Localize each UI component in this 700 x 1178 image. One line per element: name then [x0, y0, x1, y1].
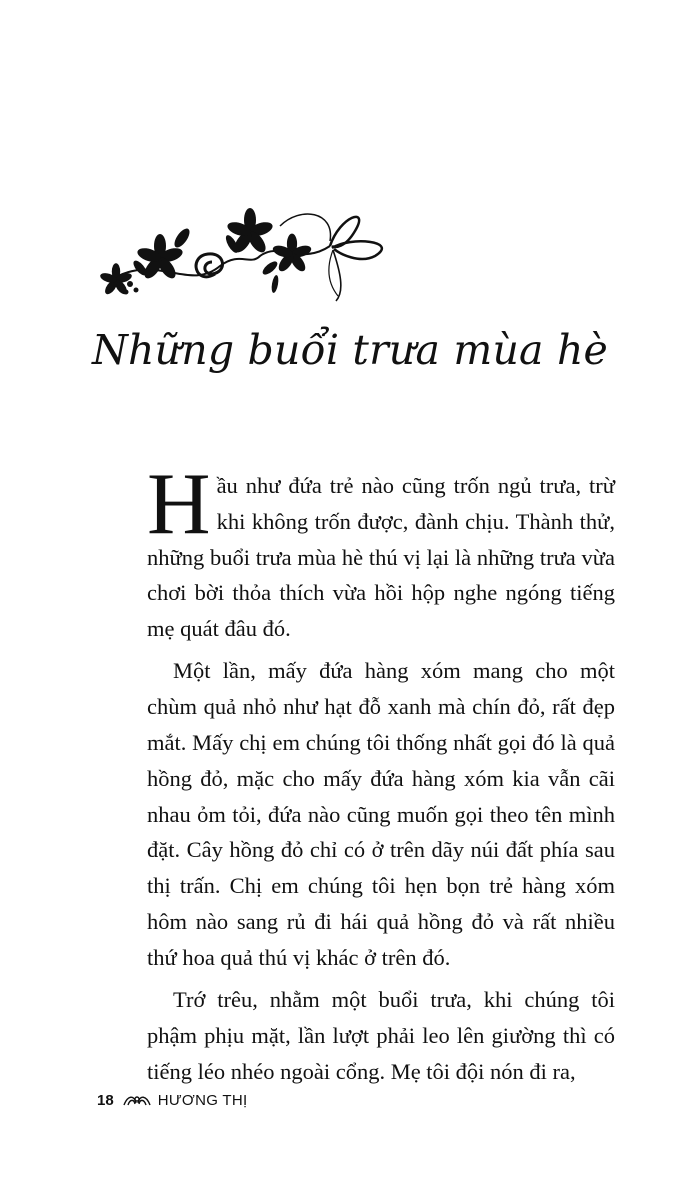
- chapter-title: Những buổi trưa mùa hè: [91, 326, 609, 374]
- drop-cap: H: [147, 456, 211, 553]
- small-floral-icon: [122, 1093, 152, 1109]
- author-name: HƯƠNG THỊ: [157, 1092, 248, 1109]
- floral-vine-ornament-icon: [100, 196, 400, 306]
- page-number: 18: [97, 1092, 114, 1109]
- page-footer: [97, 1092, 247, 1109]
- body-text: [147, 456, 615, 1096]
- paragraph-2: Một lần, mấy đứa hàng xóm mang cho một chùm quả nhỏ như hạt đỗ xanh mà chín đỏ, rất đẹp mắt. Mấy chị em chúng tôi thống nhất gọi đó là quả hồng đỏ, mặc cho mấy đứa hàng xóm kia vẫn cãi nhau ỏm tỏi, đứa nào cũng muốn gọi theo tên mình đặt. Cây hồng đỏ chỉ có ở trên dãy núi đất phía sau thị trấn. Chị em chúng tôi hẹn bọn trẻ hàng xóm hôm nào sang rủ đi hái quả hồng đỏ và rất nhiều thứ hoa quả thú vị khác ở trên đó.: [147, 658, 615, 970]
- paragraph-1: [147, 456, 615, 647]
- paragraph-1-text: ầu như đứa trẻ nào cũng trốn ngủ trưa, trừ khi không trốn được, đành chịu. Thành thử, những buổi trưa mùa hè thú vị lại là những trưa vừa chơi bời thỏa thích vừa hồi hộp nghe ngóng tiếng mẹ quát đâu đó.: [147, 473, 615, 642]
- paragraph-3: Trớ trêu, nhằm một buổi trưa, khi chúng tôi phậm phịu mặt, lần lượt phải leo lên giường thì có tiếng léo nhéo ngoài cổng. Mẹ tôi đội nón đi ra,: [147, 987, 615, 1084]
